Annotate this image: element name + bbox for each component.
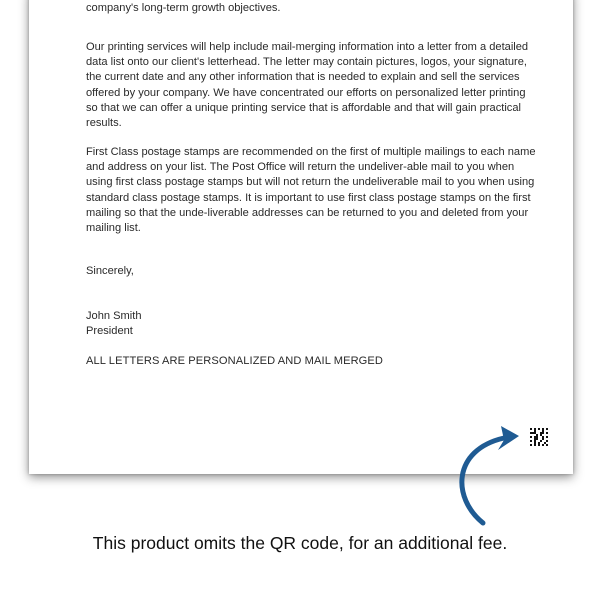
- qr-cell: [532, 432, 534, 434]
- qr-cell: [538, 444, 540, 446]
- signer-name: John Smith: [86, 310, 142, 322]
- qr-cell: [544, 442, 546, 444]
- qr-cell: [534, 442, 536, 444]
- qr-cell: [542, 444, 544, 446]
- qr-cell: [542, 438, 544, 440]
- qr-cell: [546, 428, 548, 430]
- qr-cell: [534, 428, 536, 430]
- qr-code-icon: [530, 428, 548, 446]
- qr-cell: [540, 434, 542, 436]
- footer-note: ALL LETTERS ARE PERSONALIZED AND MAIL MERGED: [86, 355, 384, 367]
- arrow-curve: [462, 438, 504, 523]
- qr-cell: [538, 442, 540, 444]
- qr-cell: [534, 436, 536, 438]
- letter-paragraph-2: Our printing services will help include mail-merging information into a letter from a detailed data list onto our client's letterhead. The letter may contain pictures, logos, your signature, the current date and any other information that is needed to explain and sell the services offered by your company. We have concentrated our efforts on personalized letter printing so that we can offer a unique printing service that is affordable and that will gain practical results.: [86, 41, 529, 130]
- qr-cell: [534, 444, 536, 446]
- qr-cell: [542, 436, 544, 438]
- qr-cell: [542, 428, 544, 430]
- qr-cell: [534, 440, 536, 442]
- qr-cell: [546, 432, 548, 434]
- letter-closing: Sincerely,: [86, 265, 134, 277]
- qr-cell: [538, 428, 540, 430]
- qr-cell: [536, 434, 538, 436]
- curved-arrow-icon: [452, 420, 532, 532]
- qr-cell: [536, 438, 538, 440]
- qr-cell: [540, 432, 542, 434]
- qr-cell: [542, 430, 544, 432]
- qr-cell: [534, 430, 536, 432]
- qr-cell: [546, 436, 548, 438]
- qr-cell: [540, 440, 542, 442]
- qr-cell: [542, 432, 544, 434]
- qr-cell: [534, 438, 536, 440]
- signer-title: President: [86, 325, 133, 337]
- qr-cell: [546, 440, 548, 442]
- qr-cell: [534, 432, 536, 434]
- letter-sheet: [29, 0, 573, 474]
- qr-cell: [546, 444, 548, 446]
- caption: This product omits the QR code, for an additional fee.: [92, 533, 508, 553]
- letter-paragraph-3: First Class postage stamps are recommended on the first of multiple mailings to each name and address on your list. The Post Office will return the undeliver-able mail to you when using first class postage stamps but will not return the undeliverable mail to you when using standard class postage stamps. It is important to use first class postage stamps on the first mailing so that the unde-liverable addresses can be returned to you and deleted from your mailing list.: [86, 146, 536, 235]
- qr-cell: [536, 436, 538, 438]
- letter-paragraph-1: company's long-term growth objectives.: [86, 2, 281, 15]
